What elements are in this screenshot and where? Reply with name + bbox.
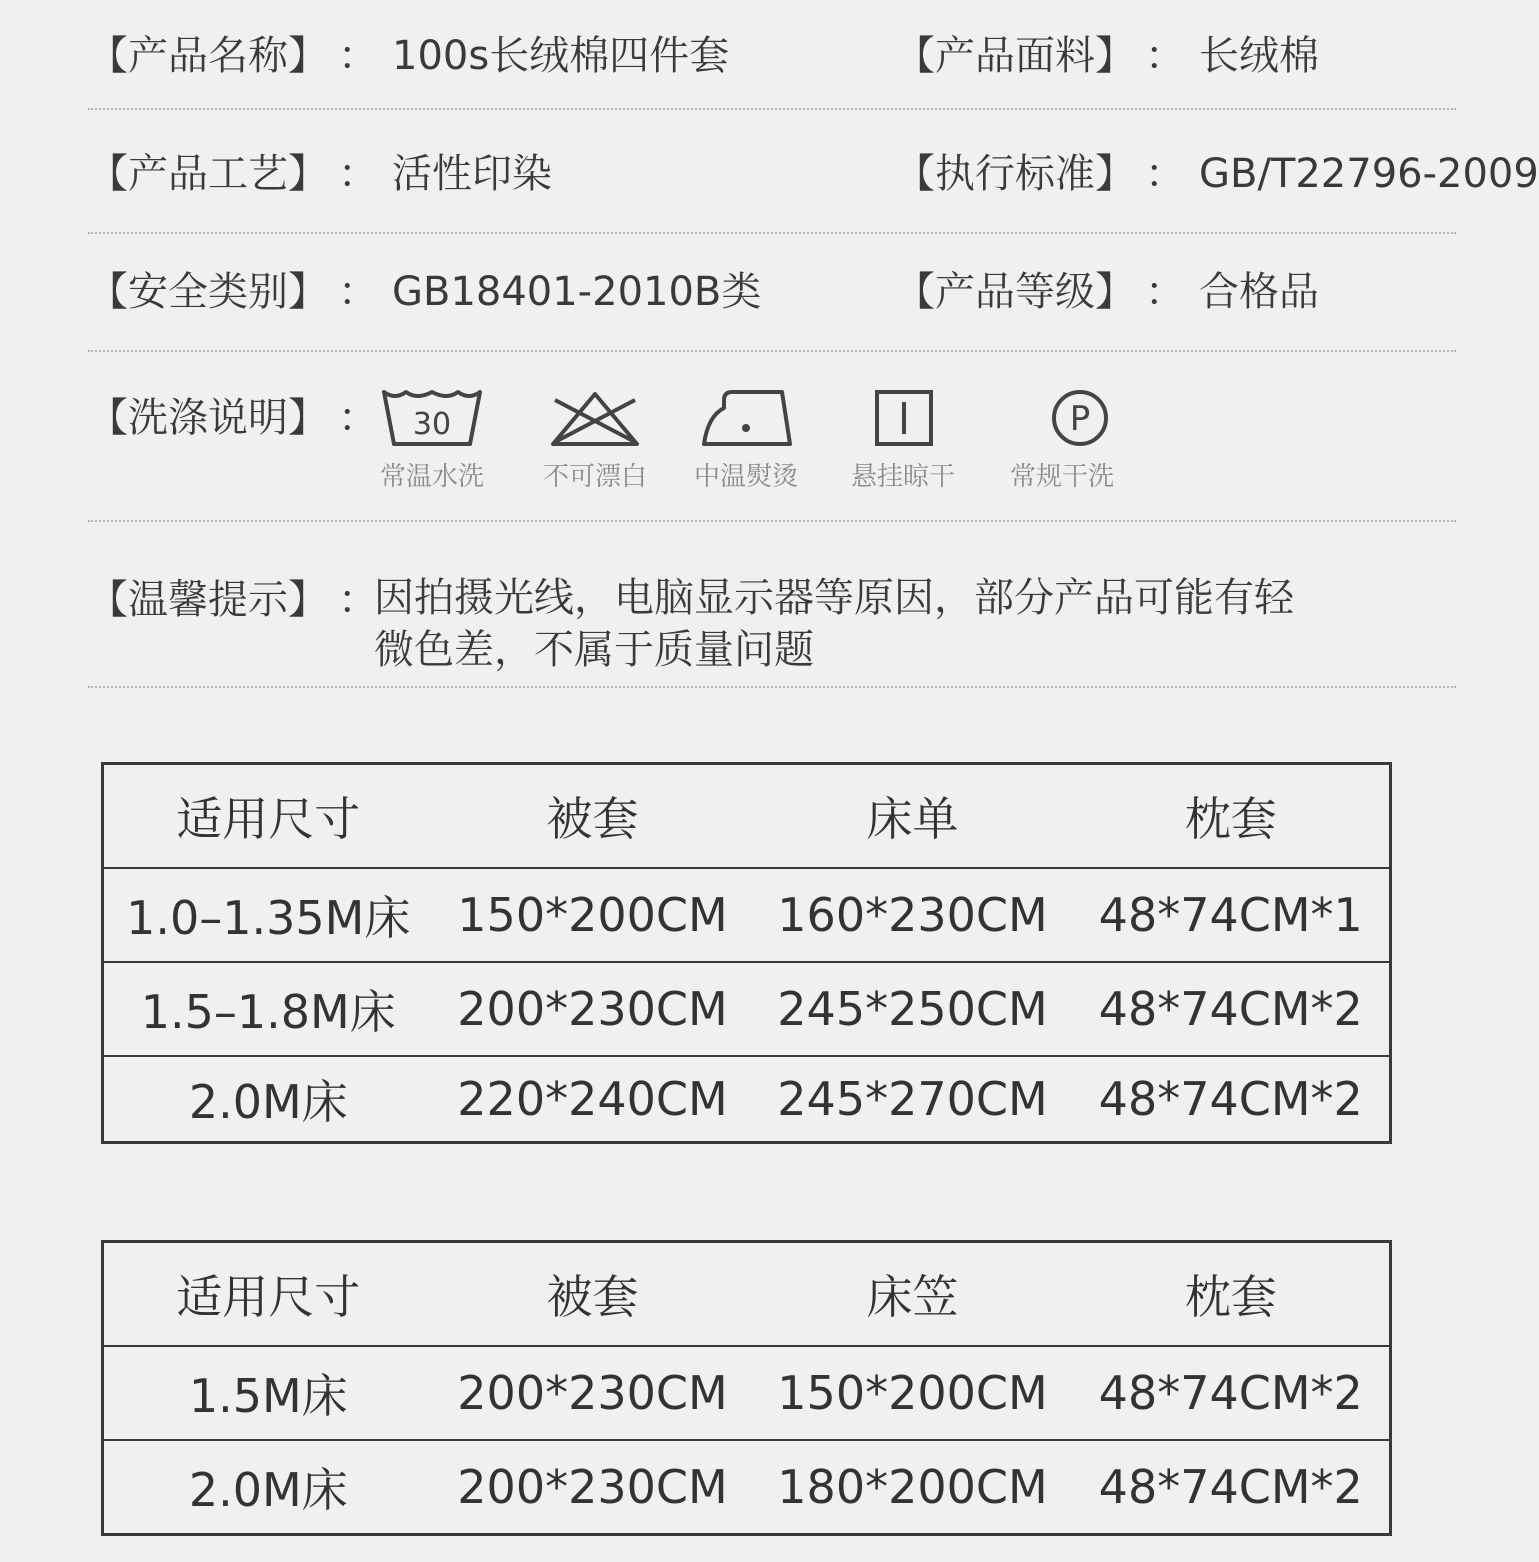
tip-separator: ： [338,577,378,623]
hang-dry-icon [851,386,955,450]
care-item-dryclean [992,386,1132,493]
spec-label: 【产品工艺】 [88,151,328,197]
care-caption: 不可漂白 [542,462,647,492]
care-item-wash [362,386,502,493]
spec-separator: ： [338,269,378,315]
care-caption: 中温熨烫 [693,462,798,492]
table-cell: 48*74CM*2 [1073,1440,1391,1535]
spec-grade [895,268,1319,316]
table-header-cell: 被套 [546,792,639,846]
table-header-cell: 适用尺寸 [176,1270,361,1324]
table-cell: 160*230CM [753,868,1073,962]
table-cell: 180*200CM [753,1440,1073,1535]
iron-medium-icon [694,386,798,450]
table-header-row [103,1242,1391,1347]
care-item-iron [676,386,816,493]
tip-label-text: 【温馨提示】 [88,577,328,623]
table-row [103,868,1391,962]
table-header-cell: 床笠 [866,1270,959,1324]
size-table-four-piece [101,762,1392,1144]
table-cell: 150*200CM [433,868,753,962]
spec-label: 【产品面料】 [895,33,1135,79]
spec-label: 【执行标准】 [895,151,1135,197]
spec-value: 合格品 [1199,269,1319,315]
care-label-text: 【洗涤说明】 [88,395,328,441]
table-header-cell: 适用尺寸 [176,792,361,846]
spec-label: 【产品名称】 [88,33,328,79]
table-cell: 220*240CM [433,1056,753,1143]
spec-safety [88,268,761,316]
spec-separator: ： [1145,151,1185,197]
spec-separator: ： [1145,269,1185,315]
table-cell: 48*74CM*2 [1073,1346,1391,1440]
dry-clean-p-icon [1010,386,1114,450]
care-caption: 悬挂晾干 [850,462,955,492]
spec-separator: ： [338,151,378,197]
spec-separator: ： [1145,33,1185,79]
spec-product-name [88,32,729,80]
spec-label: 【安全类别】 [88,269,328,315]
table-row [103,1440,1391,1535]
spec-craft [88,150,552,198]
table-row [103,962,1391,1056]
spec-value: GB/T22796-2009 [1199,151,1539,197]
table-cell: 200*230CM [433,1346,753,1440]
spec-value: 100s长绒棉四件套 [392,33,730,79]
spec-value: 长绒棉 [1199,33,1319,79]
table-header-cell: 枕套 [1184,1270,1277,1324]
table-header-cell: 被套 [546,1270,639,1324]
table-cell: 1.5M床 [103,1346,433,1440]
wash-temp-text: 30 [412,407,452,442]
table-header-cell: 床单 [866,792,959,846]
table-cell: 200*230CM [433,962,753,1056]
table-cell: 245*250CM [753,962,1073,1056]
care-caption: 常温水洗 [379,462,484,492]
table-cell: 245*270CM [753,1056,1073,1143]
care-label [88,394,378,442]
tip-label [88,576,378,624]
size-table-fitted-sheet [101,1240,1392,1536]
table-cell: 2.0M床 [103,1056,433,1143]
table-header-row [103,764,1391,869]
spec-label: 【产品等级】 [895,269,1135,315]
no-bleach-icon [543,386,647,450]
table-header-cell: 枕套 [1184,792,1277,846]
wash-30-icon [380,386,484,450]
care-item-hang [833,386,973,493]
table-row [103,1056,1391,1143]
table-cell: 2.0M床 [103,1440,433,1535]
table-cell: 200*230CM [433,1440,753,1535]
table-cell: 48*74CM*2 [1073,1056,1391,1143]
table-cell: 48*74CM*2 [1073,962,1391,1056]
table-cell: 1.5–1.8M床 [103,962,433,1056]
spec-separator: ： [338,33,378,79]
dryclean-letter-text: P [1069,399,1091,439]
care-caption: 常规干洗 [1009,462,1114,492]
care-item-bleach [525,386,665,493]
care-separator: ： [338,395,378,441]
spec-standard [895,150,1539,198]
table-row [103,1346,1391,1440]
spec-fabric [895,32,1319,80]
table-cell: 150*200CM [753,1346,1073,1440]
table-cell: 48*74CM*1 [1073,868,1391,962]
tip-text: 因拍摄光线，电脑显示器等原因，部分产品可能有轻微色差，不属于质量问题 [374,575,1294,673]
spec-value: GB18401-2010B类 [392,269,762,315]
table-cell: 1.0–1.35M床 [103,868,433,962]
spec-value: 活性印染 [392,151,552,197]
